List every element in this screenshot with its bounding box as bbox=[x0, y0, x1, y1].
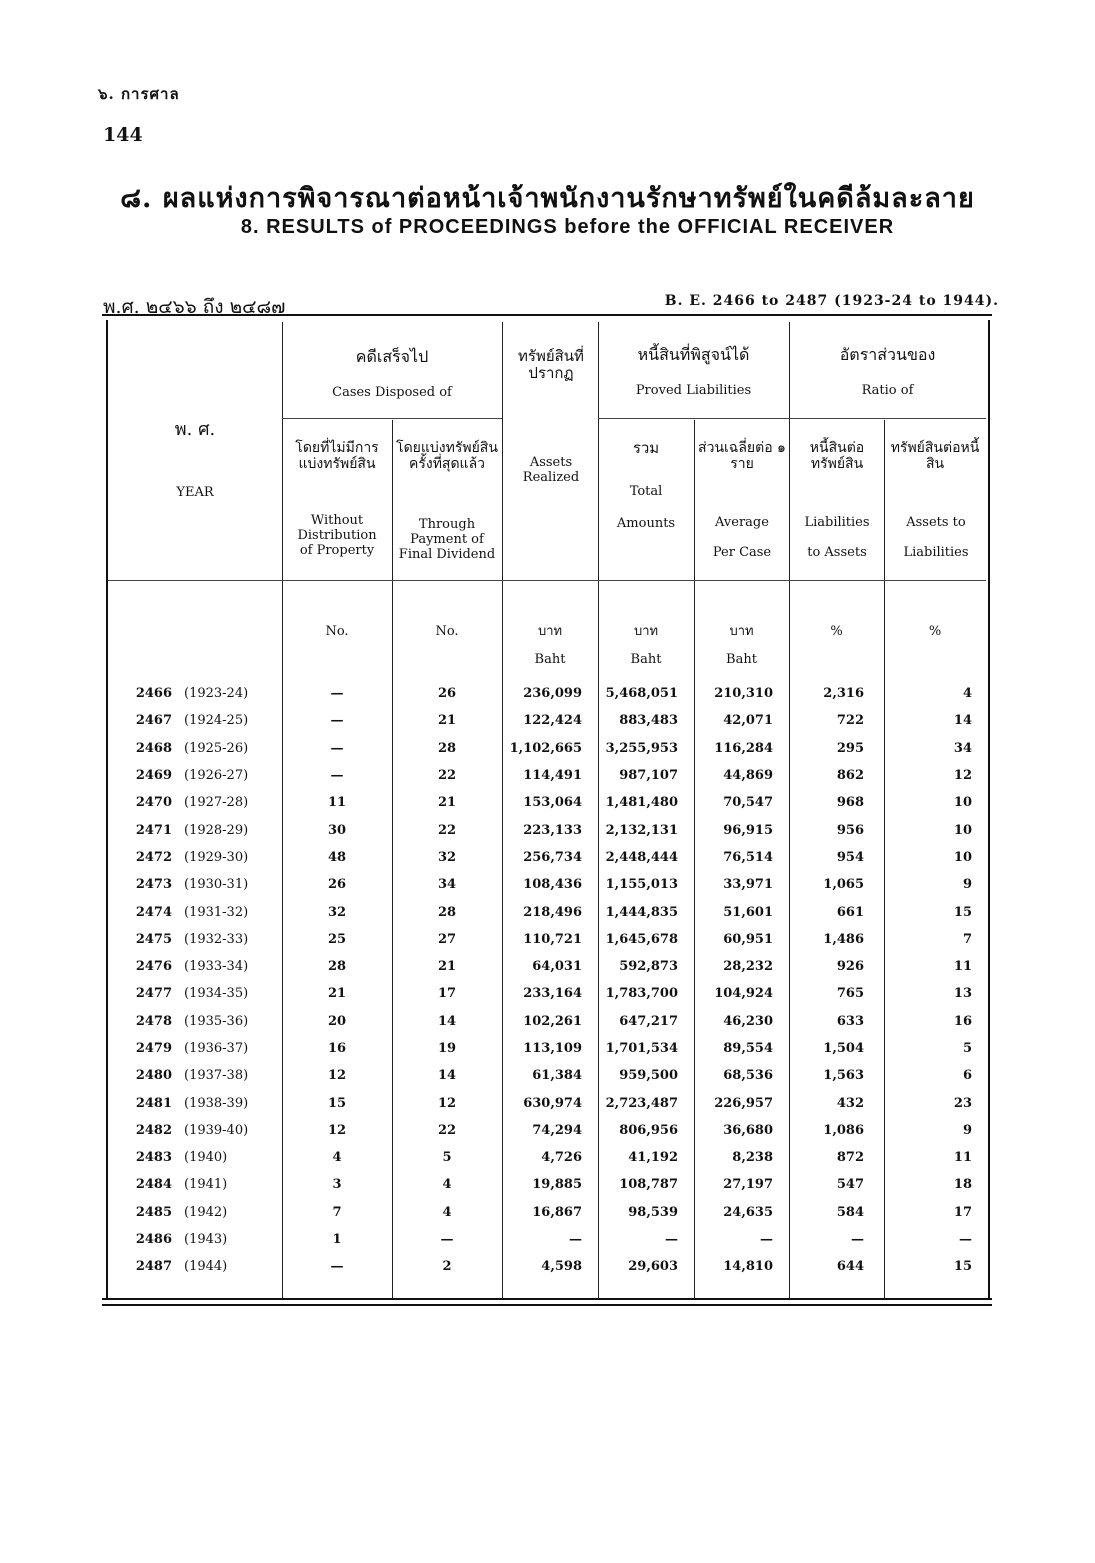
ad-year: (1941) bbox=[184, 1177, 228, 1193]
liabilities-average: — bbox=[760, 1232, 773, 1248]
be-year: 2482 bbox=[135, 1122, 172, 1138]
table-row bbox=[110, 1171, 986, 1198]
cases-through: 17 bbox=[437, 986, 457, 1002]
assets-realized: 16,867 bbox=[532, 1204, 582, 1220]
cases-without: 25 bbox=[327, 931, 347, 947]
assets-realized: 236,099 bbox=[523, 686, 582, 702]
be-year: 2474 bbox=[135, 904, 172, 920]
liabilities-total: 2,132,131 bbox=[605, 822, 678, 838]
cases-through: 14 bbox=[437, 1068, 457, 1084]
liab-header-thai: หนี้สินต่อทรัพย์สิน bbox=[809, 440, 865, 473]
unit-no: No. bbox=[325, 624, 349, 639]
ad-year: (1944) bbox=[184, 1259, 228, 1275]
be-year: 2478 bbox=[135, 1013, 172, 1029]
cases-without: 11 bbox=[327, 795, 347, 811]
liabilities-average: 51,601 bbox=[723, 904, 773, 920]
table-row bbox=[110, 1035, 986, 1062]
ratio-liab-assets: 633 bbox=[836, 1013, 864, 1029]
ratio-header-en: Ratio of bbox=[861, 383, 914, 398]
liabilities-total: — bbox=[665, 1232, 678, 1248]
ad-year: (1927-28) bbox=[184, 795, 249, 811]
ratio-assets-liab: 16 bbox=[953, 1013, 972, 1029]
be-year: 2483 bbox=[135, 1150, 172, 1166]
liabilities-total: 29,603 bbox=[628, 1259, 678, 1275]
liabilities-total: 987,107 bbox=[619, 768, 678, 784]
cases-without: 15 bbox=[327, 1095, 347, 1111]
proved-header-en: Proved Liabilities bbox=[635, 383, 752, 398]
ad-year: (1926-27) bbox=[184, 768, 249, 784]
ratio-assets-liab: 6 bbox=[962, 1068, 972, 1084]
cases-through: — bbox=[440, 1232, 454, 1248]
ratio-assets-liab: — bbox=[959, 1232, 972, 1248]
ratio-assets-liab: 9 bbox=[962, 1122, 972, 1138]
ratio-header-thai: อัตราส่วนของ bbox=[839, 345, 936, 364]
liabilities-total: 5,468,051 bbox=[605, 686, 678, 702]
unit-baht bbox=[502, 618, 598, 674]
assets-realized: 223,133 bbox=[523, 822, 582, 838]
ratio-liab-assets: 956 bbox=[836, 822, 864, 838]
liabilities-average: 60,951 bbox=[723, 931, 773, 947]
be-year: 2472 bbox=[135, 849, 172, 865]
cases-without: 32 bbox=[327, 904, 347, 920]
cases-through: 28 bbox=[437, 740, 457, 756]
ratio-liab-assets: 295 bbox=[836, 740, 864, 756]
cases-without: 28 bbox=[327, 959, 347, 975]
ad-year: (1924-25) bbox=[184, 713, 249, 729]
ratio-liab-assets: 954 bbox=[836, 849, 864, 865]
assets-realized: 110,721 bbox=[523, 931, 582, 947]
results-table bbox=[110, 680, 986, 1281]
liabilities-average: 27,197 bbox=[723, 1177, 773, 1193]
liabilities-average: 68,536 bbox=[723, 1068, 773, 1084]
ratio-assets-liab: 5 bbox=[962, 1041, 972, 1056]
assets-realized: 114,491 bbox=[523, 768, 582, 784]
liabilities-average: 70,547 bbox=[723, 795, 773, 811]
ratio-liab-assets: 1,486 bbox=[823, 931, 864, 947]
be-year: 2476 bbox=[135, 959, 172, 975]
unit-no: No. bbox=[435, 624, 459, 639]
header-rule bbox=[598, 418, 986, 419]
table-row bbox=[110, 1117, 986, 1144]
ad-year: (1934-35) bbox=[184, 986, 249, 1002]
ratio-assets-liab: 15 bbox=[953, 904, 972, 920]
ad-year: (1933-34) bbox=[184, 959, 249, 975]
liabilities-average: 33,971 bbox=[723, 877, 773, 893]
cases-without: 20 bbox=[327, 1013, 347, 1029]
be-year: 2475 bbox=[135, 931, 172, 947]
cases-without: — bbox=[330, 713, 344, 729]
assets-realized: 153,064 bbox=[523, 795, 582, 811]
liabilities-total: 647,217 bbox=[619, 1013, 678, 1029]
table-row bbox=[110, 898, 986, 925]
through-header-thai: โดยแบ่งทรัพย์สินครั้งที่สุดแล้ว bbox=[396, 440, 498, 473]
cases-without: 4 bbox=[332, 1150, 342, 1166]
ratio-liab-assets: 432 bbox=[836, 1095, 864, 1111]
unit-baht-en: Baht bbox=[534, 652, 566, 667]
cases-without: 16 bbox=[327, 1041, 347, 1056]
ratio-assets-liab: 7 bbox=[962, 931, 972, 947]
ratio-liab-assets: 765 bbox=[836, 986, 864, 1002]
table-row bbox=[110, 953, 986, 980]
liabilities-total: 1,701,534 bbox=[605, 1041, 678, 1056]
liabilities-total: 1,481,480 bbox=[605, 795, 678, 811]
liabilities-average: 226,957 bbox=[714, 1095, 773, 1111]
ratio-assets-liab: 18 bbox=[953, 1177, 972, 1193]
title-english: 8. RESULTS of PROCEEDINGS before the OFFICIAL RECEIVER bbox=[240, 216, 895, 238]
liabilities-total: 1,444,835 bbox=[605, 904, 678, 920]
unit-baht-thai: บาท bbox=[729, 624, 754, 639]
liabilities-average: 8,238 bbox=[732, 1150, 773, 1166]
be-year: 2466 bbox=[135, 686, 172, 702]
be-year: 2469 bbox=[135, 768, 172, 784]
ad-year: (1935-36) bbox=[184, 1013, 249, 1029]
assets-realized: 630,974 bbox=[523, 1095, 582, 1111]
average-header-thai: ส่วนเฉลี่ยต่อ ๑ ราย bbox=[698, 440, 786, 473]
cases-without: — bbox=[330, 740, 344, 756]
top-rule bbox=[102, 314, 992, 316]
cases-through: 4 bbox=[442, 1204, 452, 1220]
cases-without: 1 bbox=[332, 1232, 342, 1248]
ratio-assets-liab: 10 bbox=[953, 849, 972, 865]
ad-year: (1932-33) bbox=[184, 931, 249, 947]
be-year: 2479 bbox=[135, 1041, 172, 1056]
be-year: 2470 bbox=[135, 795, 172, 811]
ratio-liab-assets: 1,504 bbox=[823, 1041, 864, 1056]
ratio-assets-liab: 4 bbox=[962, 686, 972, 702]
assets-realized: 74,294 bbox=[532, 1122, 582, 1138]
total-header-en: Total Amounts bbox=[616, 484, 676, 531]
year-header-en: YEAR bbox=[176, 485, 214, 500]
cases-without: 48 bbox=[327, 849, 347, 865]
ratio-assets-liab: 14 bbox=[953, 713, 972, 729]
table-row bbox=[110, 1008, 986, 1035]
table-row bbox=[110, 1199, 986, 1226]
table-row bbox=[110, 926, 986, 953]
liabilities-average: 116,284 bbox=[714, 740, 773, 756]
ratio-assets-liab: 11 bbox=[953, 1150, 972, 1166]
liabilities-total: 3,255,953 bbox=[605, 740, 678, 756]
range-thai: พ.ศ. ๒๔๖๖ ถึง ๒๔๘๗ bbox=[103, 296, 286, 318]
header-rule bbox=[108, 580, 986, 581]
cases-without: 21 bbox=[327, 986, 347, 1002]
assets-realized: 61,384 bbox=[532, 1068, 582, 1084]
ad-year: (1923-24) bbox=[184, 686, 249, 702]
ratio-liab-assets: 584 bbox=[836, 1204, 864, 1220]
ratio-liab-assets: 722 bbox=[836, 713, 864, 729]
ratio-liab-assets: 1,065 bbox=[823, 877, 864, 893]
cases-through: 22 bbox=[437, 768, 457, 784]
liabilities-total: 1,645,678 bbox=[605, 931, 678, 947]
table-row bbox=[110, 844, 986, 871]
header-rule bbox=[282, 418, 502, 419]
assets-to-header-en: Assets to Liabilities bbox=[903, 515, 969, 560]
table-row bbox=[110, 980, 986, 1007]
be-year: 2468 bbox=[135, 740, 172, 756]
ad-year: (1942) bbox=[184, 1204, 228, 1220]
unit-baht-en: Baht bbox=[630, 652, 662, 667]
liabilities-total: 592,873 bbox=[619, 959, 678, 975]
liabilities-average: 89,554 bbox=[723, 1041, 773, 1056]
unit-percent: % bbox=[928, 624, 942, 639]
assets-realized: 113,109 bbox=[523, 1041, 582, 1056]
assets-realized: 108,436 bbox=[523, 877, 582, 893]
be-year: 2471 bbox=[135, 822, 172, 838]
ratio-assets-liab: 23 bbox=[953, 1095, 972, 1111]
cases-without: 7 bbox=[332, 1204, 342, 1220]
be-year: 2486 bbox=[135, 1232, 172, 1248]
cases-through: 14 bbox=[437, 1013, 457, 1029]
liabilities-total: 806,956 bbox=[619, 1122, 678, 1138]
table-row bbox=[110, 1062, 986, 1089]
cases-through: 2 bbox=[442, 1259, 452, 1275]
cases-through: 34 bbox=[437, 877, 457, 893]
average-header-en: Average Per Case bbox=[712, 515, 772, 560]
table-row bbox=[110, 789, 986, 816]
liabilities-average: 104,924 bbox=[714, 986, 773, 1002]
cases-through: 32 bbox=[437, 849, 457, 865]
assets-to-header-thai: ทรัพย์สินต่อหนี้สิน bbox=[890, 440, 980, 473]
table-row bbox=[110, 680, 986, 707]
assets-realized: 122,424 bbox=[523, 713, 582, 729]
table-row bbox=[110, 871, 986, 898]
liabilities-average: 42,071 bbox=[723, 713, 773, 729]
liabilities-average: 44,869 bbox=[723, 768, 773, 784]
liabilities-average: 14,810 bbox=[723, 1259, 773, 1275]
ratio-assets-liab: 10 bbox=[953, 795, 972, 811]
table-row bbox=[110, 1226, 986, 1253]
year-header-thai: พ. ศ. bbox=[174, 419, 216, 440]
ad-year: (1938-39) bbox=[184, 1095, 249, 1111]
ratio-liab-assets: 872 bbox=[836, 1150, 864, 1166]
table-row bbox=[110, 735, 986, 762]
ad-year: (1928-29) bbox=[184, 822, 249, 838]
assets-realized: 19,885 bbox=[532, 1177, 582, 1193]
ad-year: (1943) bbox=[184, 1232, 228, 1248]
cases-through: 22 bbox=[437, 1122, 457, 1138]
be-year: 2485 bbox=[135, 1204, 172, 1220]
cases-through: 4 bbox=[442, 1177, 452, 1193]
ad-year: (1930-31) bbox=[184, 877, 249, 893]
unit-baht-thai: บาท bbox=[633, 624, 659, 639]
table-row bbox=[110, 1144, 986, 1171]
table-row bbox=[110, 762, 986, 789]
ratio-assets-liab: 9 bbox=[962, 877, 972, 893]
without-header-thai: โดยที่ไม่มีการแบ่งทรัพย์สิน bbox=[295, 440, 379, 473]
assets-realized: 4,726 bbox=[541, 1150, 582, 1166]
ratio-liab-assets: 644 bbox=[836, 1259, 864, 1275]
section-label: ๖. การศาล bbox=[98, 85, 180, 103]
be-year: 2484 bbox=[135, 1177, 172, 1193]
ratio-assets-liab: 11 bbox=[953, 959, 972, 975]
liabilities-average: 210,310 bbox=[714, 686, 773, 702]
table-row bbox=[110, 816, 986, 843]
ratio-liab-assets: 1,563 bbox=[823, 1068, 864, 1084]
cases-header-thai: คดีเสร็จไป bbox=[355, 347, 429, 366]
without-header-en: Without Distribution of Property bbox=[297, 513, 377, 558]
ad-year: (1937-38) bbox=[184, 1068, 249, 1084]
liabilities-total: 1,783,700 bbox=[605, 986, 678, 1002]
cases-without: — bbox=[330, 1259, 344, 1275]
assets-realized: 4,598 bbox=[541, 1259, 582, 1275]
ratio-liab-assets: 661 bbox=[836, 904, 864, 920]
liabilities-total: 108,787 bbox=[619, 1177, 678, 1193]
liabilities-total: 2,448,444 bbox=[605, 849, 678, 865]
liabilities-total: 2,723,487 bbox=[605, 1095, 678, 1111]
assets-realized: 1,102,665 bbox=[509, 740, 582, 756]
liabilities-average: 24,635 bbox=[723, 1204, 773, 1220]
be-year: 2467 bbox=[135, 713, 172, 729]
cases-through: 21 bbox=[437, 713, 457, 729]
unit-baht bbox=[598, 618, 694, 674]
assets-header-en: Assets Realized bbox=[522, 455, 580, 485]
ratio-liab-assets: 2,316 bbox=[823, 686, 864, 702]
proved-header-thai: หนี้สินที่พิสูจน์ได้ bbox=[637, 345, 750, 364]
ad-year: (1936-37) bbox=[184, 1041, 249, 1056]
ratio-assets-liab: 12 bbox=[953, 768, 972, 784]
cases-through: 12 bbox=[437, 1095, 457, 1111]
ratio-liab-assets: 547 bbox=[836, 1177, 864, 1193]
unit-baht-en: Baht bbox=[726, 652, 757, 667]
liabilities-average: 28,232 bbox=[723, 959, 773, 975]
ratio-assets-liab: 10 bbox=[953, 822, 972, 838]
table-row bbox=[110, 1253, 986, 1280]
cases-without: 30 bbox=[327, 822, 347, 838]
ratio-assets-liab: 13 bbox=[953, 986, 972, 1002]
be-year: 2487 bbox=[135, 1259, 172, 1275]
cases-without: — bbox=[330, 768, 344, 784]
cases-through: 26 bbox=[437, 686, 457, 702]
ratio-assets-liab: 34 bbox=[953, 740, 972, 756]
ratio-liab-assets: 926 bbox=[836, 959, 864, 975]
cases-through: 19 bbox=[437, 1041, 457, 1056]
page-number: 144 bbox=[103, 124, 143, 146]
liabilities-total: 1,155,013 bbox=[605, 877, 678, 893]
bottom-rule bbox=[102, 1298, 992, 1306]
table-row bbox=[110, 1089, 986, 1116]
liabilities-total: 959,500 bbox=[619, 1068, 678, 1084]
liabilities-total: 98,539 bbox=[628, 1204, 678, 1220]
cases-through: 21 bbox=[437, 795, 457, 811]
ad-year: (1931-32) bbox=[184, 904, 249, 920]
assets-realized: 233,164 bbox=[523, 986, 582, 1002]
liabilities-average: 46,230 bbox=[723, 1013, 773, 1029]
assets-realized: — bbox=[569, 1232, 582, 1248]
liabilities-total: 41,192 bbox=[628, 1150, 678, 1166]
assets-realized: 256,734 bbox=[523, 849, 582, 865]
cases-through: 27 bbox=[437, 931, 457, 947]
liabilities-average: 36,680 bbox=[723, 1122, 773, 1138]
ad-year: (1925-26) bbox=[184, 740, 249, 756]
cases-without: — bbox=[330, 686, 344, 702]
ad-year: (1929-30) bbox=[184, 849, 249, 865]
ratio-liab-assets: 1,086 bbox=[823, 1122, 864, 1138]
liabilities-average: 96,915 bbox=[723, 822, 773, 838]
assets-realized: 102,261 bbox=[523, 1013, 582, 1029]
unit-percent: % bbox=[830, 624, 843, 639]
cases-through: 5 bbox=[442, 1150, 452, 1166]
cases-header-en: Cases Disposed of bbox=[332, 385, 452, 400]
table-row bbox=[110, 707, 986, 734]
cases-without: 12 bbox=[327, 1068, 347, 1084]
through-header-en: Through Payment of Final Dividend bbox=[398, 517, 496, 562]
ratio-assets-liab: 17 bbox=[953, 1204, 972, 1220]
ad-year: (1939-40) bbox=[184, 1122, 249, 1138]
liab-header-en: Liabilities to Assets bbox=[804, 515, 870, 560]
ratio-liab-assets: 862 bbox=[836, 768, 864, 784]
ratio-assets-liab: 15 bbox=[953, 1259, 972, 1275]
ratio-liab-assets: 968 bbox=[836, 795, 864, 811]
cases-through: 28 bbox=[437, 904, 457, 920]
cases-through: 21 bbox=[437, 959, 457, 975]
title-thai: ๘. ผลแห่งการพิจารณาต่อหน้าเจ้าพนักงานรักษาทรัพย์ในคดีล้มละลาย bbox=[120, 183, 975, 214]
ad-year: (1940) bbox=[184, 1150, 228, 1166]
liabilities-average: 76,514 bbox=[723, 849, 773, 865]
cases-without: 26 bbox=[327, 877, 347, 893]
assets-header-thai: ทรัพย์สินที่ปรากฏ bbox=[518, 347, 584, 383]
cases-through: 22 bbox=[437, 822, 457, 838]
be-year: 2481 bbox=[135, 1095, 172, 1111]
range-english: B. E. 2466 to 2487 (1923-24 to 1944). bbox=[664, 293, 999, 309]
liabilities-total: 883,483 bbox=[619, 713, 678, 729]
unit-baht bbox=[694, 618, 789, 674]
be-year: 2473 bbox=[135, 877, 172, 893]
cases-without: 3 bbox=[332, 1177, 342, 1193]
be-year: 2477 bbox=[135, 986, 172, 1002]
unit-baht-thai: บาท bbox=[537, 624, 563, 639]
ratio-liab-assets: — bbox=[851, 1232, 864, 1248]
total-header-thai: รวม bbox=[632, 439, 660, 457]
assets-realized: 64,031 bbox=[532, 959, 582, 975]
cases-without: 12 bbox=[327, 1122, 347, 1138]
be-year: 2480 bbox=[135, 1068, 172, 1084]
assets-realized: 218,496 bbox=[523, 904, 582, 920]
